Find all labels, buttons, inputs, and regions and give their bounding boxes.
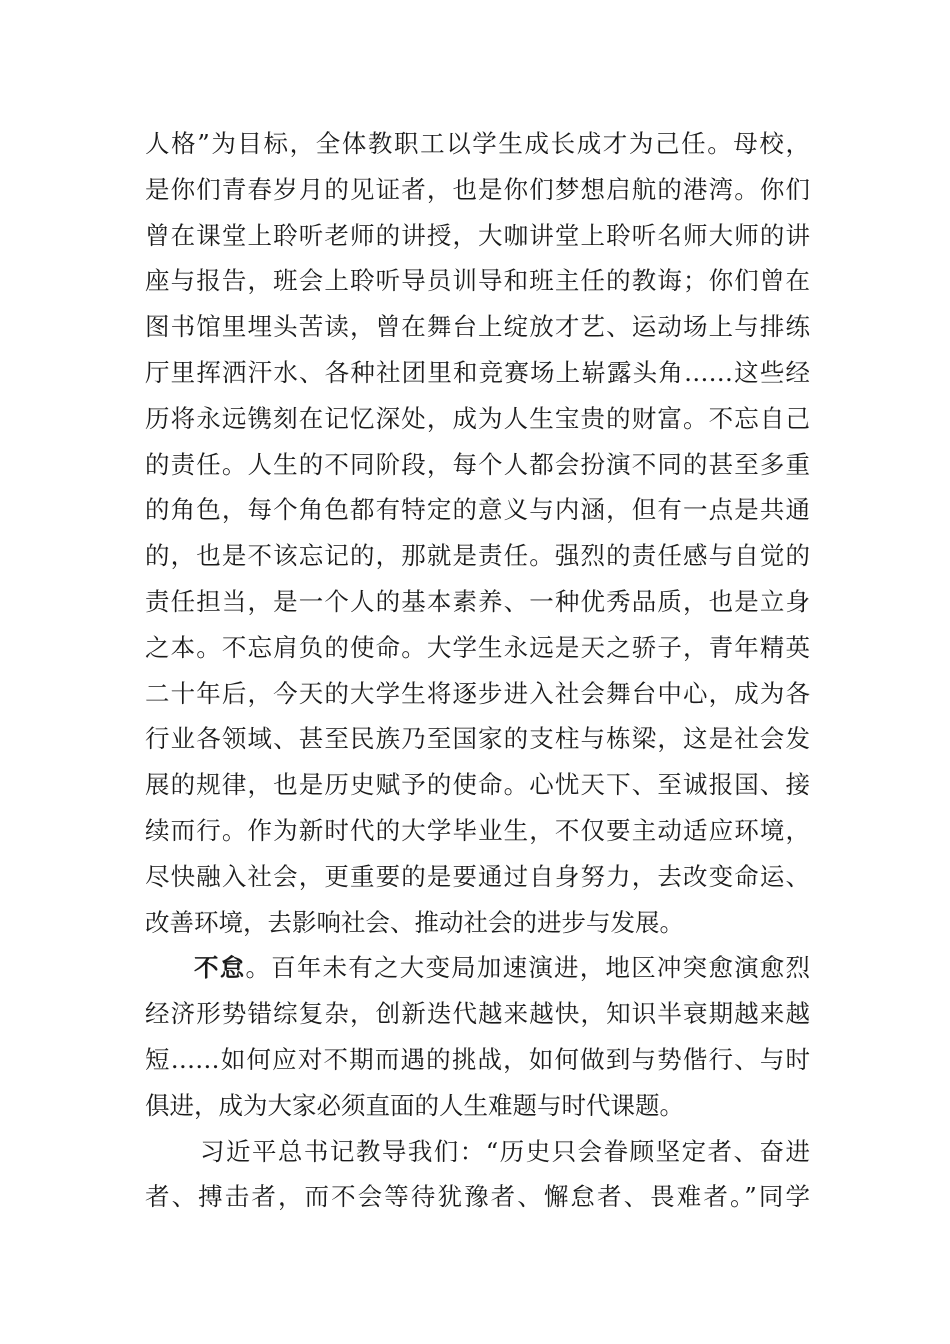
body-text (145, 121, 810, 1220)
text-line: 俱进，成为大家必须直面的人生难题与时代课题。 (145, 1090, 684, 1120)
text-line: 的角色，每个角色都有特定的意义与内涵，但有一点是共通 (145, 495, 810, 525)
text-line: 曾在课堂上聆听老师的讲授，大咖讲堂上聆听名师大师的讲 (145, 220, 810, 250)
text-line: 续而行。作为新时代的大学毕业生，不仅要主动适应环境， (145, 815, 810, 845)
text-line: 二十年后，今天的大学生将逐步进入社会舞台中心，成为各 (145, 678, 810, 708)
paragraph-3 (145, 1129, 810, 1221)
text-line: 座与报告，班会上聆听导员训导和班主任的教诲；你们曾在 (145, 266, 810, 296)
text-line: 责任担当，是一个人的基本素养、一种优秀品质，也是立身 (145, 586, 810, 616)
section-lead: 不怠 (194, 953, 246, 983)
text-line: 的，也是不该忘记的，那就是责任。强烈的责任感与自觉的 (145, 541, 810, 571)
text-line: 的责任。人生的不同阶段，每个人都会扮演不同的甚至多重 (145, 449, 810, 479)
text-line: 人格”为目标，全体教职工以学生成长成才为己任。母校， (145, 129, 810, 158)
text-run: 。百年未有之大变局加速演进，地区冲突愈演愈烈 (245, 953, 811, 983)
text-line: 历将永远镌刻在记忆深处，成为人生宝贵的财富。不忘自己 (145, 403, 810, 433)
text-line: 图书馆里埋头苦读，曾在舞台上绽放才艺、运动场上与排练 (145, 312, 810, 342)
paragraph-1 (145, 121, 810, 945)
text-line: 短……如何应对不期而遇的挑战，如何做到与势偕行、与时 (145, 1044, 810, 1074)
text-line: 展的规律，也是历史赋予的使命。心忧天下、至诚报国、接 (145, 770, 810, 800)
text-line: 是你们青春岁月的见证者，也是你们梦想启航的港湾。你们 (145, 174, 810, 204)
text-line: 尽快融入社会，更重要的是要通过自身努力，去改变命运、 (145, 861, 810, 891)
text-line: 经济形势错综复杂，创新迭代越来越快，知识半衰期越来越 (145, 999, 810, 1029)
text-line: 者、搏击者，而不会等待犹豫者、懈怠者、畏难者。”同学 (145, 1182, 810, 1212)
text-line: 习近平总书记教导我们：“历史只会眷顾坚定者、奋进 (200, 1136, 810, 1166)
text-line: 之本。不忘肩负的使命。大学生永远是天之骄子，青年精英 (145, 632, 810, 662)
text-line: 改善环境，去影响社会、推动社会的进步与发展。 (145, 907, 684, 937)
text-line: 厅里挥洒汗水、各种社团里和竞赛场上崭露头角……这些经 (145, 357, 810, 387)
text-line: 行业各领域、甚至民族乃至国家的支柱与栋梁，这是社会发 (145, 724, 810, 754)
text-line (145, 945, 810, 991)
paragraph-2 (145, 945, 810, 1128)
